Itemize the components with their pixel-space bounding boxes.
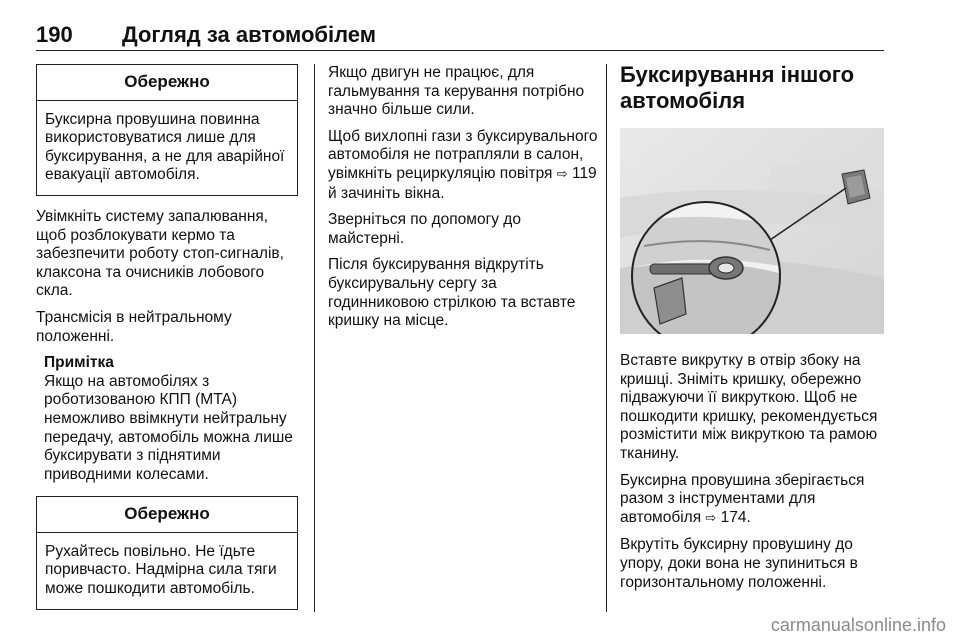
page-reference[interactable]: 119 <box>571 164 597 182</box>
paragraph: Вставте викрутку в отвір збоку на кришці. Зніміть кришку, обережно підважуючи її викруткою. Щоб не пошкодити кришку, рекомендується розмістити між викруткою та рамою тканину. <box>620 352 878 462</box>
page-header <box>36 22 884 52</box>
page-reference[interactable]: 174. <box>720 508 751 526</box>
paragraph-text: Щоб вихлопні гази з буксирувального автомобіля не потрапляли в салон, увімкніть рециркуляцію повітря <box>328 127 598 182</box>
paragraph <box>328 128 600 203</box>
paragraph: Трансмісія в нейтральному положенні. <box>36 308 232 345</box>
column-1 <box>36 64 298 622</box>
warning-title: Обережно <box>37 497 297 533</box>
page-reference-icon: ⇨ <box>556 166 568 182</box>
warning-text: Рухайтесь повільно. Не їдьте поривчасто. Надмірна сила тяги може пошкодити автомобіль. <box>45 542 277 598</box>
paragraph: Вкрутіть буксирну провушину до упору, доки вона не зупиниться в горизонтальному положенні. <box>620 536 858 591</box>
warning-box <box>36 64 298 196</box>
paragraph: Зверніться по допомогу до майстерні. <box>328 211 521 247</box>
page-reference-icon: ⇨ <box>705 510 717 526</box>
section-title: Буксирування іншого автомобіля <box>620 62 855 113</box>
column-divider-2 <box>606 64 607 612</box>
paragraph: Після буксирування відкрутіть буксирувальну сергу за годинниковою стрілкою та вставте кришку на місце. <box>328 256 576 330</box>
column-2 <box>328 64 600 339</box>
note-text: Якщо на автомобілях з роботизованою КПП (MTA) неможливо ввімкнути нейтральну передачу, автомобіль можна лише буксирувати з піднятими приводними колесами. <box>44 372 293 483</box>
warning-box <box>36 496 298 609</box>
paragraph-text: Буксирна провушина зберігається разом з інструментами для автомобіля <box>620 471 865 526</box>
warning-text: Буксирна провушина повинна використовуватися лише для буксирування, а не для аварійної евакуації автомобіля. <box>45 110 285 184</box>
paragraph-text: й зачиніть вікна. <box>328 184 445 202</box>
page-number: 190 <box>36 22 73 47</box>
header-rule <box>36 50 884 51</box>
paragraph <box>620 472 884 529</box>
warning-title: Обережно <box>37 65 297 101</box>
column-divider-1 <box>314 64 315 612</box>
paragraph: Увімкніть систему запалювання, щоб розблокувати кермо та забезпечити роботу стоп-сигналів, клаксона та очисників лобового скла. <box>36 207 284 300</box>
paragraph: Якщо двигун не працює, для гальмування та керування потрібно значно більше сили. <box>328 64 585 119</box>
note-title: Примітка <box>44 354 114 372</box>
chapter-title: Догляд за автомобілем <box>122 22 377 47</box>
watermark: carmanualsonline.info <box>770 615 946 635</box>
note-block <box>36 354 298 484</box>
column-3 <box>620 64 884 600</box>
tow-eye-illustration-icon <box>620 128 884 334</box>
